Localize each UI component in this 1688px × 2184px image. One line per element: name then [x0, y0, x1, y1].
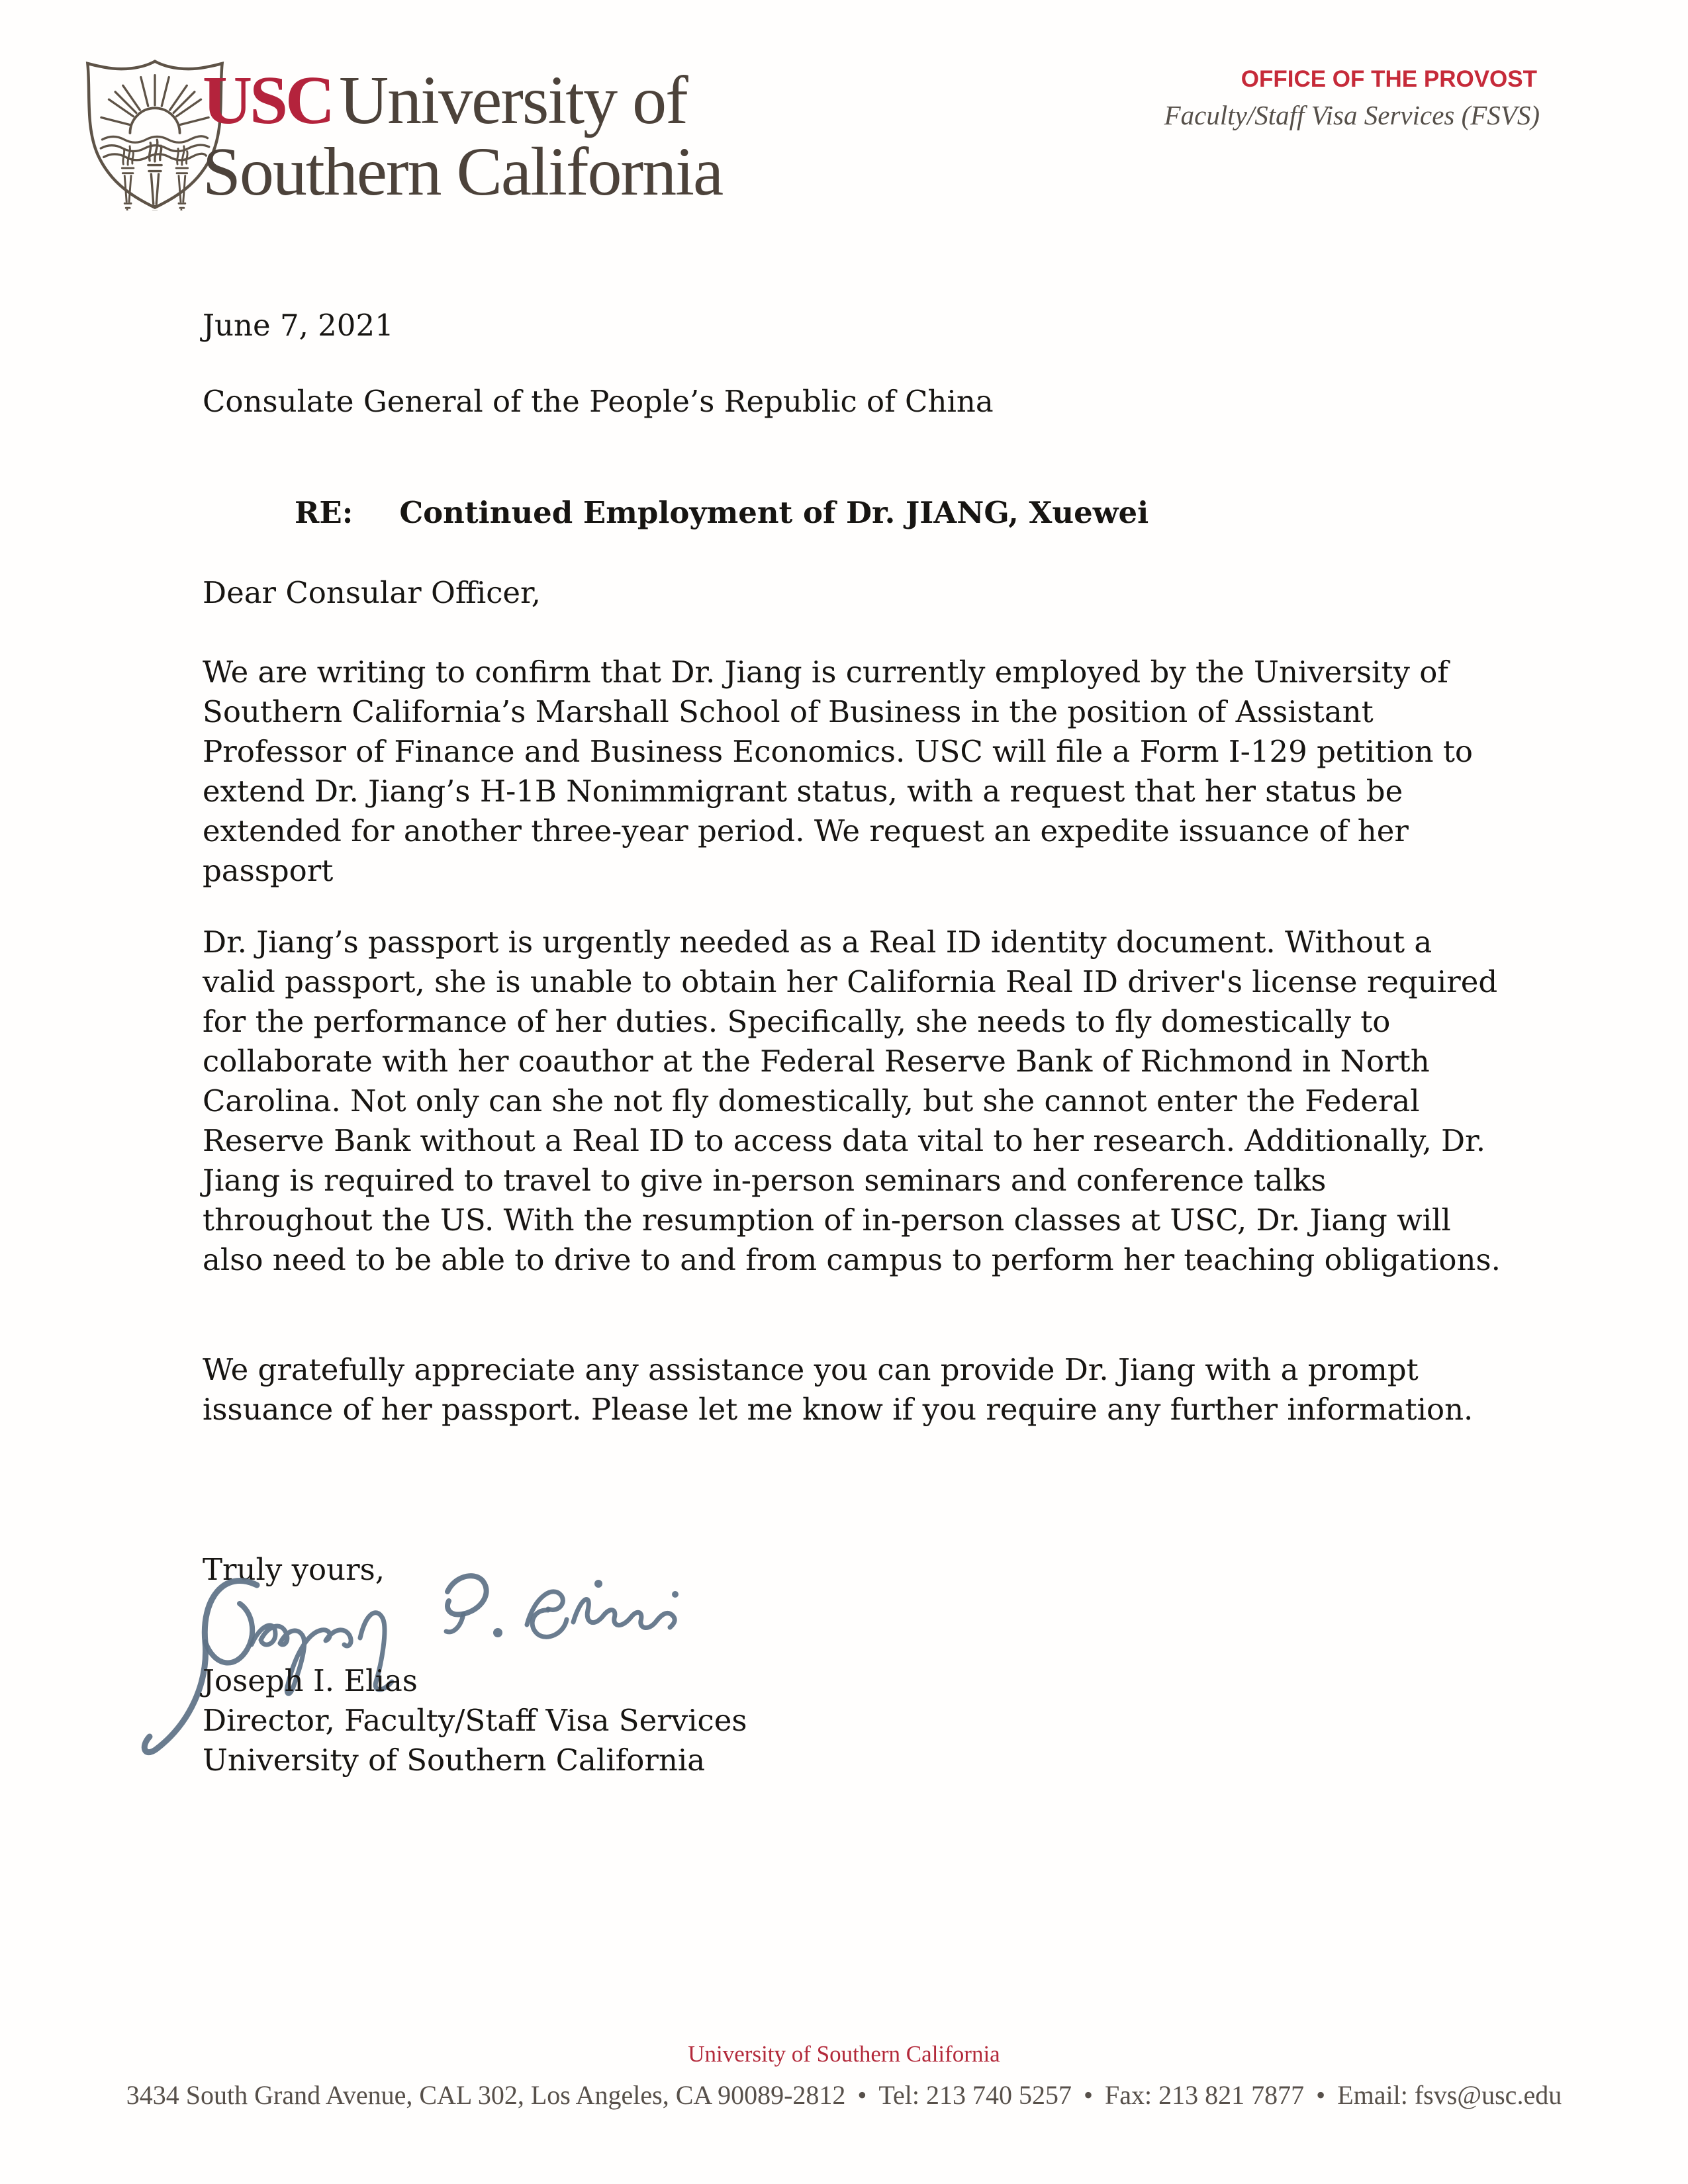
recipient-line: Consulate General of the People’s Republic of China — [203, 384, 994, 419]
subject-label: RE: — [295, 495, 353, 530]
footer-email: Email: fsvs@usc.edu — [1337, 2080, 1562, 2110]
subject-text: Continued Employment of Dr. JIANG, Xuewei — [399, 495, 1149, 530]
usc-name-line1: University of — [339, 62, 687, 138]
subject-line — [295, 495, 1149, 530]
usc-name-line2: Southern California — [203, 134, 723, 210]
usc-acronym: USC — [203, 62, 333, 138]
signer-organization: University of Southern California — [203, 1743, 706, 1778]
footer-contact-line — [0, 2079, 1688, 2111]
signer-name: Joseph I. Elias — [203, 1663, 418, 1698]
salutation: Dear Consular Officer, — [203, 575, 541, 610]
footer-tel: Tel: 213 740 5257 — [878, 2080, 1072, 2110]
paragraph-2: Dr. Jiang’s passport is urgently needed as a Real ID identity document. Without a valid passport, she is unable to obtain her California Real ID driver's license required for the performance of her duties. Specifically, she needs to fly domestically to collaborate with her coauthor at the Federal Reserve Bank of Richmond in North Carolina. Not only can she not fly domestically, but she cannot enter the Federal Reserve Bank without a Real ID to access data vital to her research. Additionally, Dr. Jiang is required to travel to give in-person seminars and conference talks throughout the US. With the resumption of in-person classes at USC, Dr. Jiang will also need to be able to drive to and from campus to perform her teaching obligations. — [203, 925, 1501, 1277]
footer-bullet: • — [1316, 2080, 1326, 2110]
signer-title: Director, Faculty/Staff Visa Services — [203, 1703, 747, 1738]
footer-bullet: • — [1084, 2080, 1094, 2110]
paragraph-3: We gratefully appreciate any assistance you can provide Dr. Jiang with a prompt issuance of her passport. Please let me know if you require any further information. — [203, 1352, 1474, 1427]
paragraph-1: We are writing to confirm that Dr. Jiang is currently employed by the University of Southern California’s Marshall School of Business in the position of Assistant Professor of Finance and Business Economics. USC will file a Form I-129 petition to extend Dr. Jiang’s H-1B Nonimmigrant status, with a request that her status be extended for another three-year period. We request an expedite issuance of her passport — [203, 655, 1474, 888]
footer-address: 3434 South Grand Avenue, CAL 302, Los Angeles, CA 90089-2812 — [126, 2080, 846, 2110]
department-label: Faculty/Staff Visa Services (FSVS) — [1164, 100, 1540, 130]
closing-line: Truly yours, — [203, 1552, 385, 1587]
footer-organization: University of Southern California — [688, 2041, 1000, 2067]
signer-block — [203, 1661, 747, 1780]
office-of-the-provost-label: OFFICE OF THE PROVOST — [1241, 66, 1537, 92]
footer-bullet: • — [857, 2080, 867, 2110]
usc-wordmark — [203, 62, 723, 210]
footer-fax: Fax: 213 821 7877 — [1105, 2080, 1305, 2110]
letter-date: June 7, 2021 — [203, 308, 394, 343]
